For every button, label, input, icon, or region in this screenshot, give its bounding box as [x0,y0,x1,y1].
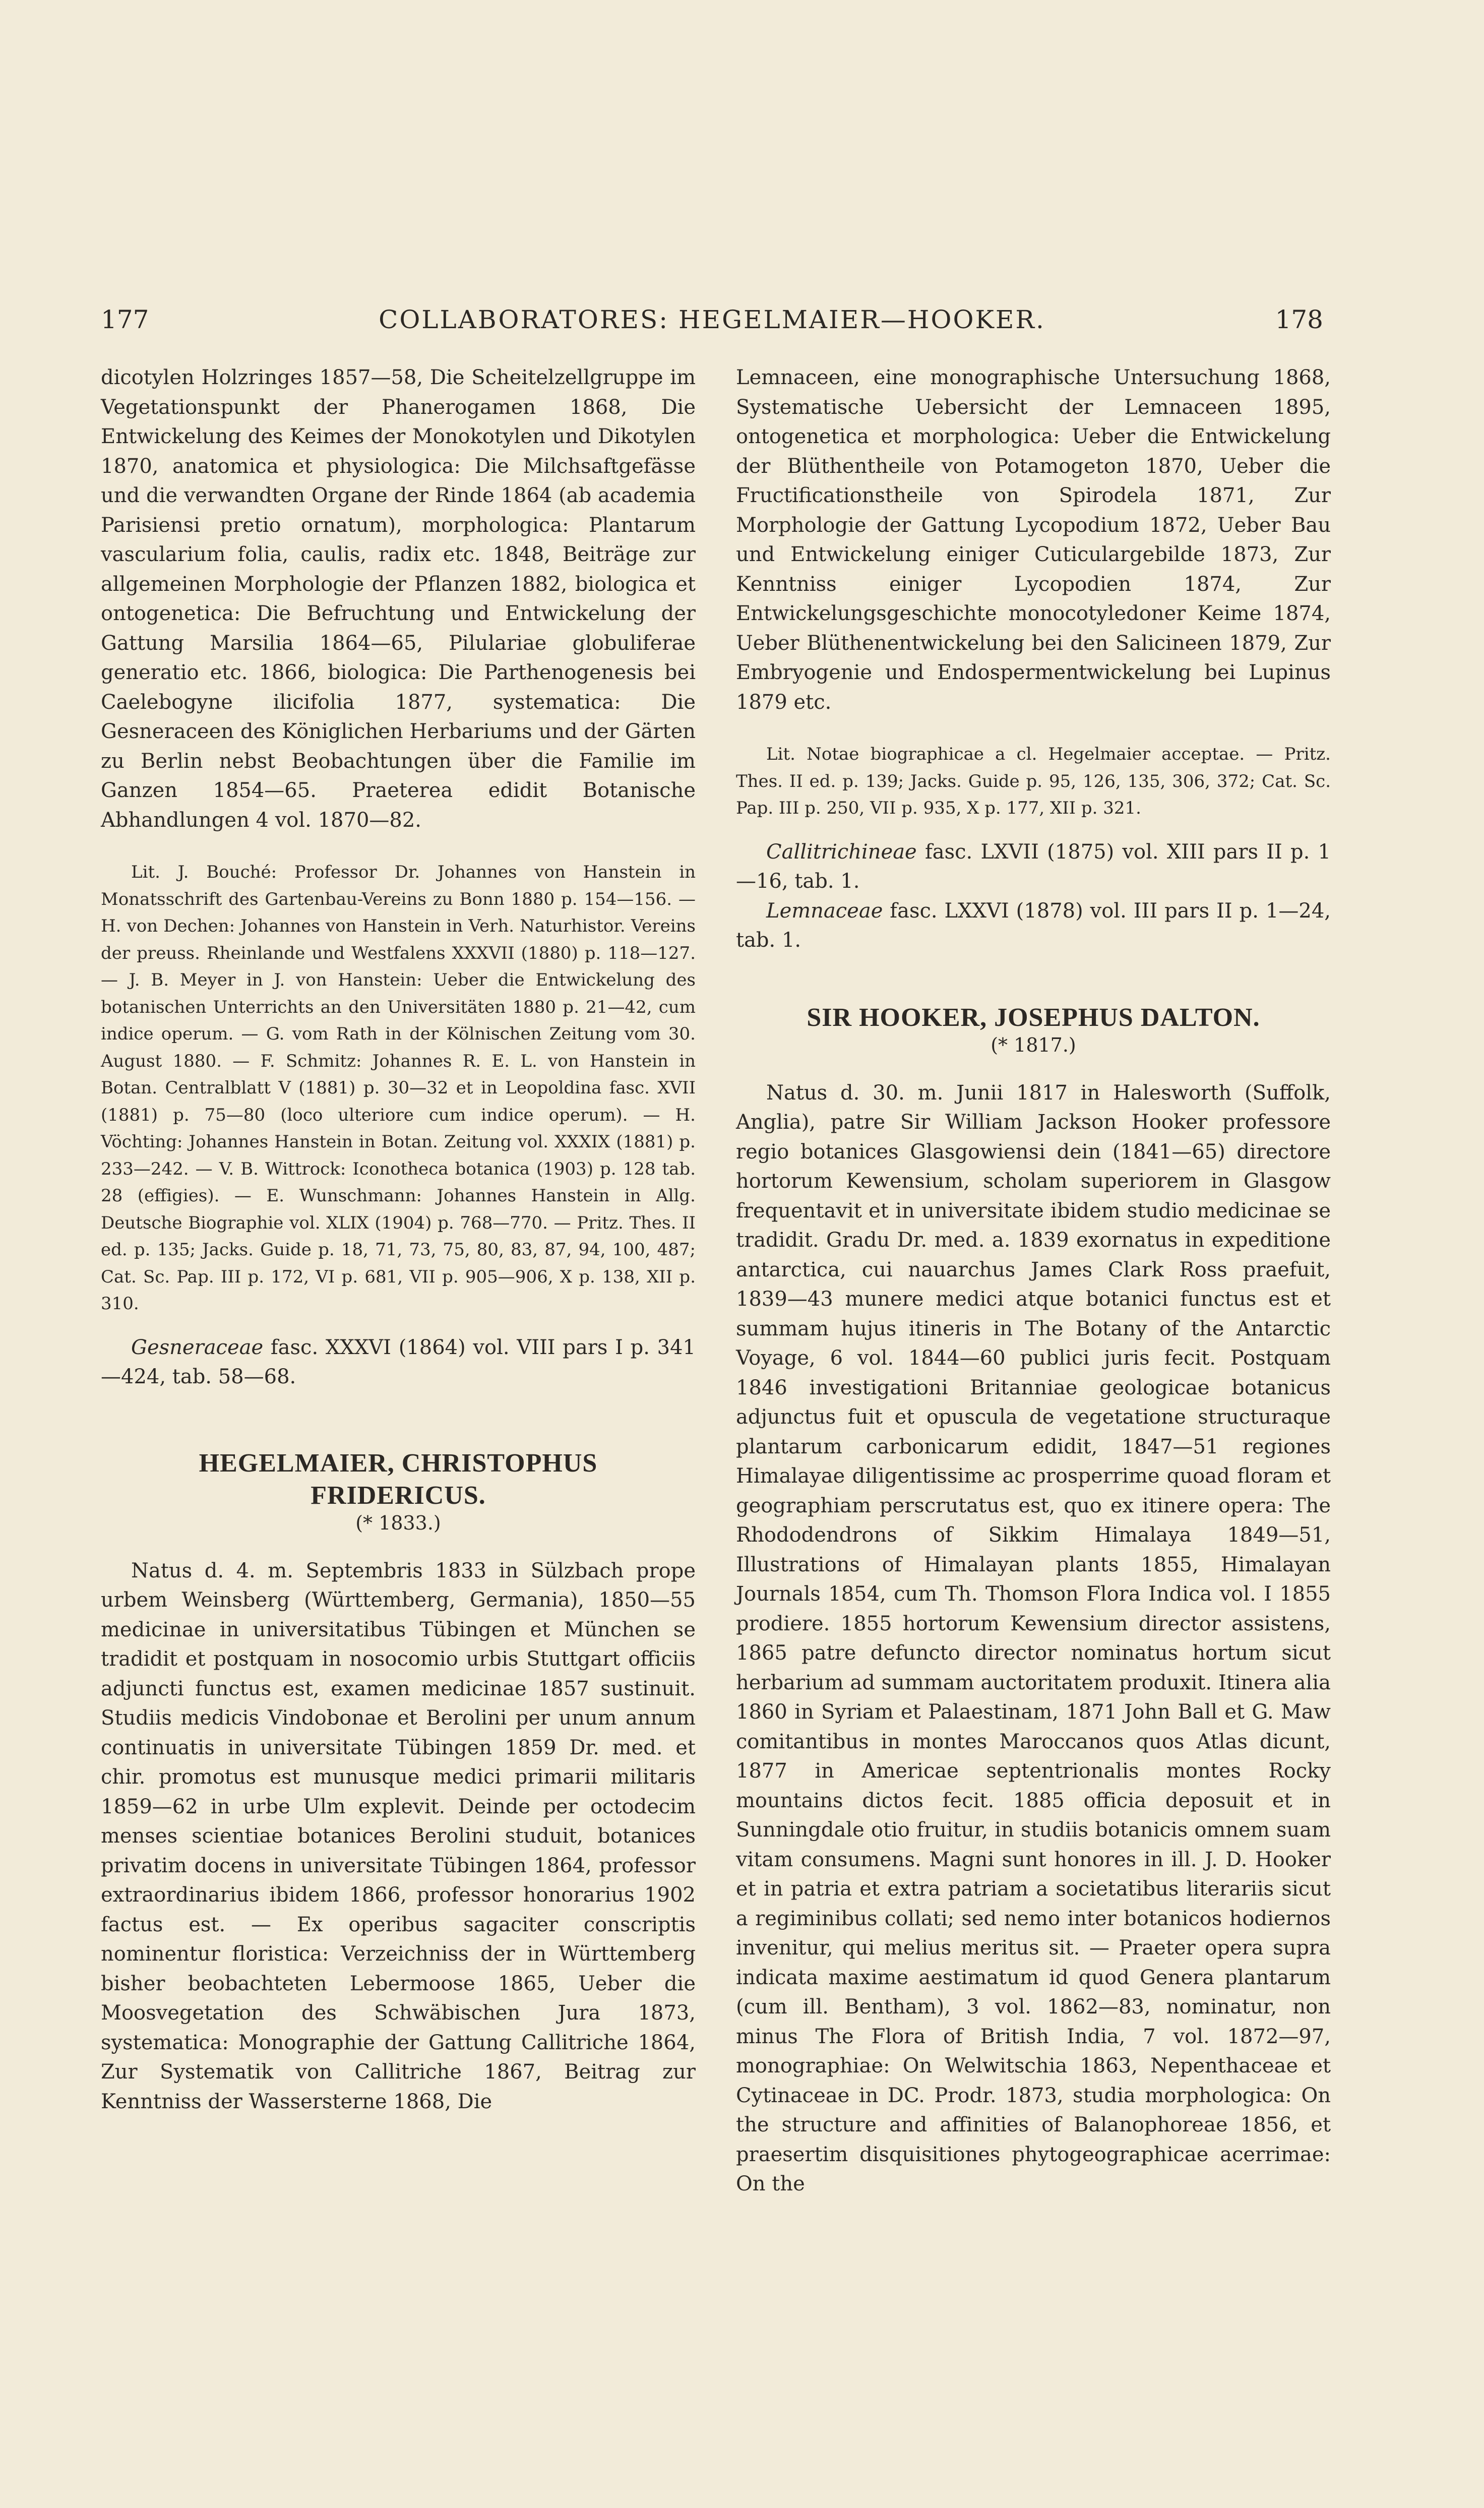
right-column [736,363,1331,2199]
flora-reference-detail: fasc. LXXVI (1878) vol. III pars II p. 1—24, tab. 1. [736,899,1331,952]
flora-reference-detail: fasc. LXVII (1875) vol. XIII pars II p. 1—16, tab. 1. [736,840,1331,893]
birth-year-hegelmaier: (* 1833.) [355,1511,441,1534]
hegelmaier-works-continued: Lemnaceen, eine monographische Untersuchung 1868, Systematische Uebersicht der Lemnaceen 1895, ontogenetica et morphologica: Ueber die Entwickelung der Blüthentheile von Potamogeton 1870, Ueber die Fructificationstheile von Spirodela 1871, Zur Morphologie der Gattung Lycopodium 1872, Ueber Bau und Entwickelung einiger Cuticulargebilde 1873, Zur Kenntniss einiger Lycopodien 1874, Zur Entwickelungsgeschichte monocotyledoner Keime 1874, Ueber Blüthenentwickelung bei den Salicineen 1879, Zur Embryogenie und Endospermentwickelung bei Lupinus 1879 etc. [736,366,1331,714]
hanstein-literature: Lit. J. Bouché: Professor Dr. Johannes von Hanstein in Monatsschrift des Gartenbau-Vereins zu Bonn 1880 p. 154—156. — H. von Dechen: Johannes von Hanstein in Verh. Naturhistor. Vereins der preuss. Rheinlande und Westfalens XXXVII (1880) p. 118—127. — J. B. Meyer in J. von Hanstein: Ueber die Entwickelung des botanischen Unterrichts an den Universitäten 1880 p. 21—42, cum indice operum. — G. vom Rath in der Kölnischen Zeitung vom 30. August 1880. — F. Schmitz: Johannes R. E. L. von Hanstein in Botan. Centralblatt V (1881) p. 30—32 et in Leopoldina fasc. XVII (1881) p. 75—80 (loco ulteriore cum indice operum). — H. Vöchting: Johannes Hanstein in Botan. Zeitung vol. XXXIX (1881) p. 233—242. — V. B. Wittrock: Iconotheca botanica (1903) p. 128 tab. 28 (effigies). — E. Wunschmann: Johannes Hanstein in Allg. Deutsche Biographie vol. XLIX (1904) p. 768—770. — Pritz. Thes. II ed. p. 135; Jacks. Guide p. 18, 71, 73, 75, 80, 83, 87, 94, 100, 487; Cat. Sc. Pap. III p. 172, VI p. 681, VII p. 905—906, X p. 138, XII p. 310. [101,862,696,1314]
flora-family-name: Gesneraceae [131,1335,264,1359]
flora-reference-detail: fasc. XXXVI (1864) vol. VIII pars I p. 341—424, tab. 58—68. [101,1335,696,1388]
left-column [101,363,696,2116]
hegelmaier-biography: Natus d. 4. m. Septembris 1833 in Sülzbach prope urbem Weinsberg (Württemberg, Germania), 1850—55 medicinae in universitatibus Tübingen et München se tradidit et postquam in nosocomio urbis Stuttgart officiis adjuncti functus est, examen medicinae 1857 sustinuit. Studiis medicis Vindobonae et Berolini per unum annum continuatis in universitate Tübingen 1859 Dr. med. et chir. promotus est munusque medici primarii militaris 1859—62 in urbe Ulm explevit. Deinde per octodecim menses scientiae botanices Berolini studuit, botanices privatim docens in universitate Tübingen 1864, professor extraordinarius ibidem 1866, professor honorarius 1902 factus est. — Ex operibus sagaciter conscriptis nominentur floristica: Verzeichniss der in Württemberg bisher beobachteten Lebermoose 1865, Ueber die Moosvegetation des Schwäbischen Jura 1873, systematica: Monographie der Gattung Callitriche 1864, Zur Systematik von Callitriche 1867, Beitrag zur Kenntniss der Wassersterne 1868, Die [101,1559,696,2113]
hooker-biography: Natus d. 30. m. Junii 1817 in Halesworth (Suffolk, Anglia), patre Sir William Jackson Hooker professore regio botanices Glasgowiensi dein (1841—65) directore hortorum Kewensium, scholam superiorem in Glasgow frequentavit et in universitate ibidem studio medicinae se tradidit. Gradu Dr. med. a. 1839 exornatus in expeditione antarctica, cui nauarchus James Clark Ross praefuit, 1839—43 munere medici atque botanici functus est et summam hujus itineris in The Botany of the Antarctic Voyage, 6 vol. 1844—60 publici juris fecit. Postquam 1846 investigationi Britanniae geologicae botanicus adjunctus fuit et opuscula de vegetatione structuraque plantarum carbonicarum edidit, 1847—51 regiones Himalayae diligentissime ac prosperrime quoad floram et geographiam perscrutatus est, quo ex itinere opera: The Rhododendrons of Sikkim Himalaya 1849—51, Illustrations of Himalayan plants 1855, Himalayan Journals 1854, cum Th. Thomson Flora Indica vol. I 1855 prodiere. 1855 hortorum Kewensium director assistens, 1865 patre defuncto director nominatus hortum sicut herbarium ad summam auctoritatem produxit. Itinera alia 1860 in Syriam et Palaestinam, 1871 John Ball et G. Maw comitantibus in montes Maroccanos quos Atlas dicunt, 1877 in Americae septentrionalis montes Rocky mountains dictos fecit. 1885 officia deposuit et in Sunningdale otio fruitur, in studiis botanicis omnem suam vitam consumens. Magni sunt honores in ill. J. D. Hooker et in patria et extra patriam a societatibus literariis sicut a regiminibus collati; sed nemo inter botanicos hodiernos invenitur, qui melius meritus sit. — Praeter opera supra indicata maxime aestimatum id quod Genera plantarum (cum ill. Bentham), 3 vol. 1862—83, nominatur, non minus The Flora of British India, 7 vol. 1872—97, monographiae: On Welwitschia 1863, Nepenthaceae et Cytinaceae in DC. Prodr. 1873, studia morphologica: On the structure and affinities of Balanophoreae 1856, et praesertim disquisitiones phytogeographicae acerrimae: On the [736,1081,1331,2195]
entry-heading-hooker: SIR HOOKER, JOSEPHUS DALTON. [807,1003,1260,1032]
flora-family-name: Lemnaceae [766,899,883,923]
flora-family-name: Callitrichineae [766,840,917,864]
hegelmaier-literature: Lit. Notae biographicae a cl. Hegelmaier acceptae. — Pritz. Thes. II ed. p. 139; Jacks. Guide p. 95, 126, 135, 306, 372; Cat. Sc. Pap. III p. 250, VII p. 935, X p. 177, XII p. 321. [736,744,1331,818]
birth-year-hooker: (* 1817.) [991,1033,1076,1056]
running-header [101,305,1323,340]
hegelmaier-flora-reference-2 [736,896,1331,955]
hegelmaier-flora-reference-1 [736,837,1331,896]
page-number-left: 177 [101,305,149,334]
hanstein-flora-reference [101,1333,696,1392]
hanstein-works-paragraph: dicotylen Holzringes 1857—58, Die Scheitelzellgruppe im Vegetationspunkt der Phanerogamen 1868, Die Entwickelung des Keimes der Monokotylen und Dikotylen 1870, anatomica et physiologica: Die Milchsaftgefässe und die verwandten Organe der Rinde 1864 (ab academia Parisiensi pretio ornatum), morphologica: Plantarum vascularium folia, caulis, radix etc. 1848, Beiträge zur allgemeinen Morphologie der Pflanzen 1882, biologica et ontogenetica: Die Befruchtung und Entwickelung der Gattung Marsilia 1864—65, Pilulariae globuliferae generatio etc. 1866, biologica: Die Parthenogenesis bei Caelebogyne ilicifolia 1877, systematica: Die Gesneraceen des Königlichen Herbariums und der Gärten zu Berlin nebst Beobachtungen über die Familie im Ganzen 1854—65. Praeterea edidit Botanische Abhandlungen 4 vol. 1870—82. [101,366,696,832]
entry-heading-hegelmaier: HEGELMAIER, CHRISTOPHUS [199,1448,598,1478]
page-number-right: 178 [1275,305,1323,334]
entry-heading-hegelmaier-cont: FRIDERICUS. [311,1481,486,1510]
running-title: COLLABORATORES: HEGELMAIER—HOOKER. [379,305,1045,334]
